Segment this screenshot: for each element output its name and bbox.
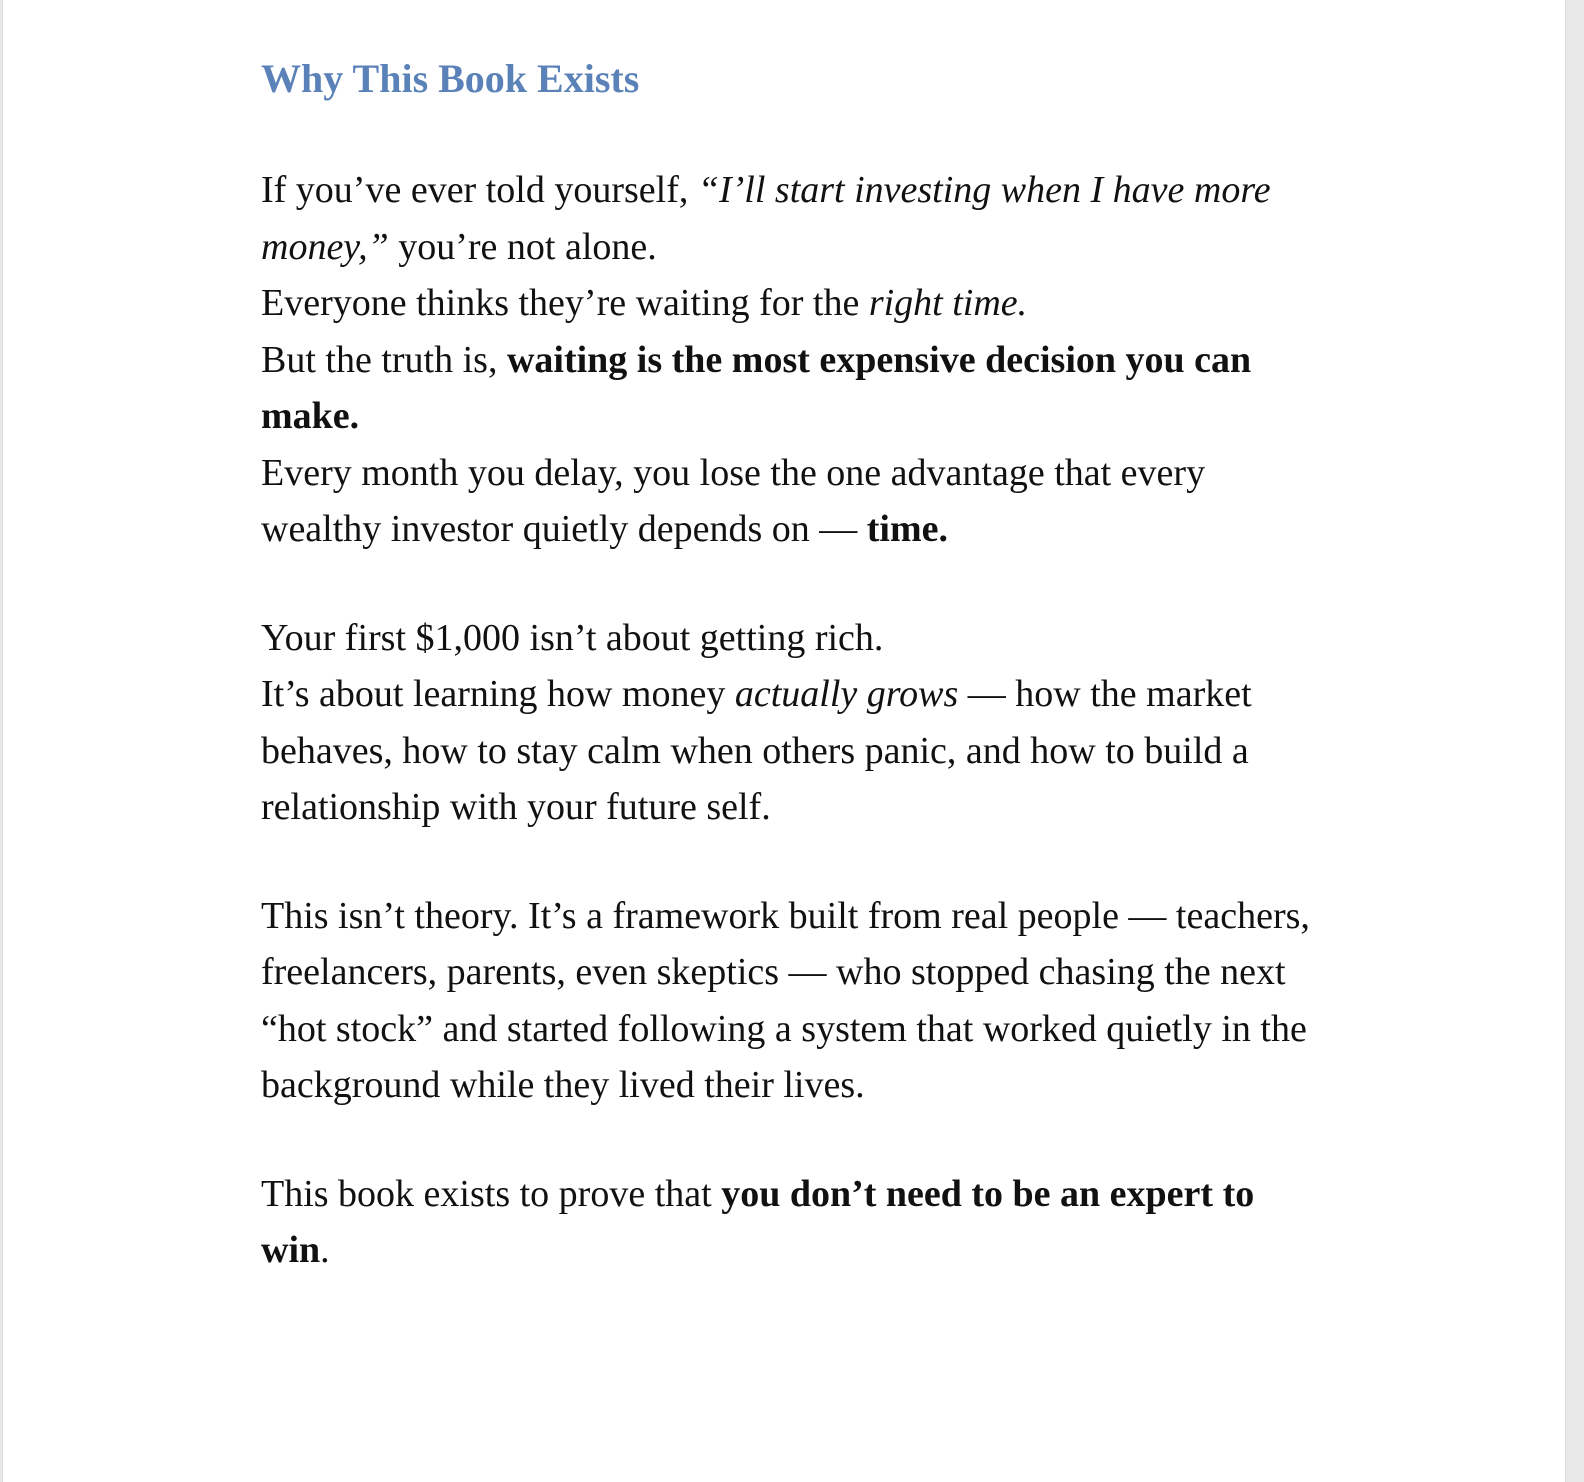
intro-text-1: If you’ve ever told yourself, [261,169,698,211]
paragraph-first-thousand [261,610,1321,836]
intro-text-3: Everyone thinks they’re waiting for the [261,282,869,324]
paragraph-framework: This isn’t theory. It’s a framework built from real people — teachers, freelancers, parents, even skeptics — who stopped chasing the next “hot stock” and started following a system that worked quietly in the background while they lived their lives. [261,894,1310,1106]
intro-line-3 [261,332,1321,445]
intro-waiting-emphasis: waiting is the most expensive decision you can make. [261,338,1252,437]
actually-grows-emphasis: actually grows [734,673,959,715]
paragraph-intro [261,162,1321,558]
section-heading: Why This Book Exists [261,56,640,101]
intro-time-emphasis: time. [866,508,949,550]
first-thousand-text-1: It’s about learning how money [261,673,735,715]
first-thousand-text-2: — how the market behaves, how to stay calm when others panic, and how to build a relationship with your future self. [261,673,1252,828]
first-thousand-line-2 [261,666,1321,836]
intro-line-4 [261,445,1321,558]
intro-line-1 [261,162,1321,275]
intro-text-4: But the truth is, [261,338,507,381]
intro-quote: “I’ll start investing when I have more money,” [261,169,1271,268]
purpose-text-1: This book exists to prove that [261,1172,722,1215]
purpose-emphasis: you don’t need to be an expert to win [261,1172,1255,1271]
intro-line-2 [261,275,1321,332]
intro-text-2: you’re not alone. [388,225,657,268]
document-content [261,52,1321,1331]
document-page [2,0,1566,1482]
first-thousand-line-1: Your first $1,000 isn’t about getting rich. [261,616,884,659]
intro-right-time: right time. [868,282,1028,324]
intro-text-5: Every month you delay, you lose the one advantage that every wealthy investor quietly depends on — [261,451,1206,550]
paragraph-purpose [261,1166,1321,1279]
purpose-text-2: . [320,1229,330,1271]
